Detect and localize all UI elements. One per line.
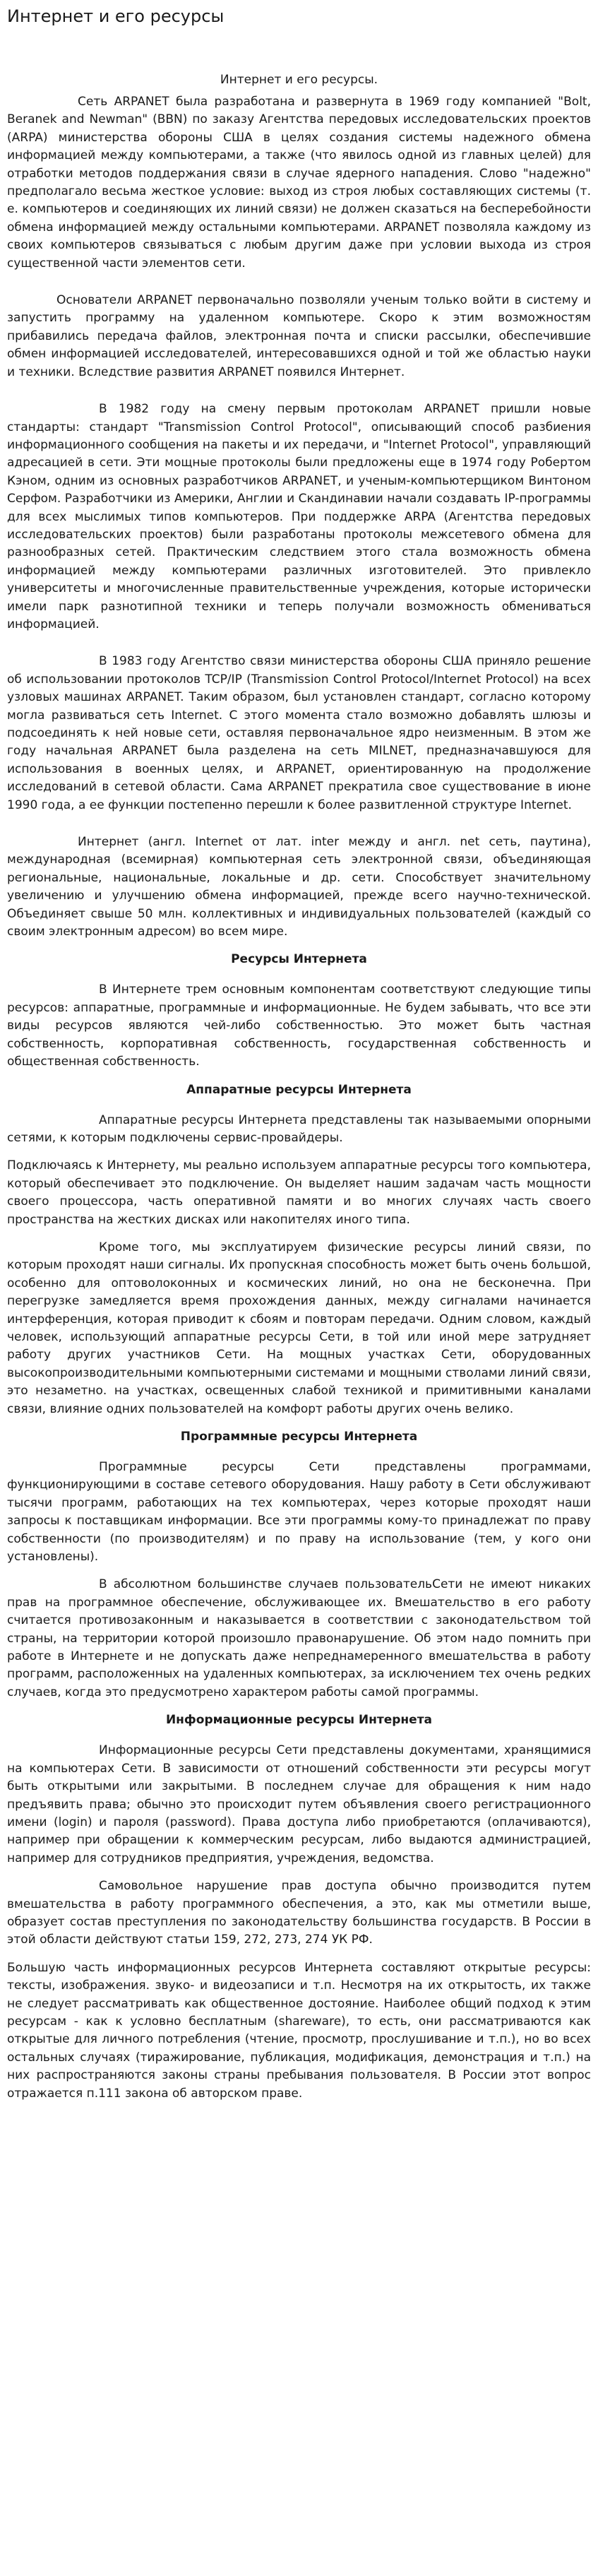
- section-paragraph: Кроме того, мы эксплуатируем физические ресурсы линий связи, по которым проходят наши сигналы. Их пропускная способность может быть очень большой, особенно для оптоволоконных и космических линий, но она не бесконечна. При перегрузке замедляется время прохождения данных, между сигналами начинается интерференция, которая приводит к сбоям и повторам передачи. Одним словом, каждый человек, использующий аппаратные ресурсы Сети, в той или иной мере затрудняет работу других участников Сети. На мощных участках Сети, оборудованных высокопроизводительными компьютерными системами и мощными стволами линий связи, это незаметно. на участках, освещенных слабой техникой и примитивными каналами связи, влияние одних пользователей на комфорт работы других очень велико.: [7, 1240, 591, 1416]
- section-paragraph: Самовольное нарушение прав доступа обычно производится путем вмешательства в работу программного обеспечения, а это, как мы отметили выше, образует состав преступления по законодательству большинства государств. В России в этой области действуют статьи 159, 272, 273, 274 УК РФ.: [7, 1879, 591, 1947]
- section-paragraph: Большую часть информационных ресурсов Интернета составляют открытые ресурсы: тексты, изображения. звуко- и видеозаписи и т.п. Несмотря на их открытость, их также не следует рассматривать как общественное достояние. Наиболее общий подход к этим ресурсам - как к условно бесплатным (shareware), то есть, они рассматриваются как открытые для личного потребления (чтение, просмотр, прослушивание и т.п.), но во всех остальных случаях (тиражирование, публикация, модификация, демонстрация и т.п.) на них распространяются законы страны пребывания пользователя. В России этот вопрос отражается п.111 закона об авторском праве.: [7, 1960, 591, 2101]
- section-paragraph: В абсолютном большинстве случаев пользовательСети не имеют никаких прав на программное обеспечение, обслуживающее их. Вмешательство в его работу считается противозаконным и наказывается в соответствии с законодательством той страны, на территории которой произошло правонарушение. Об этом надо помнить при работе в Интернете и не допускать даже непреднамеренного вмешательства в работу программ, расположенных на удаленных компьютерах, за исключением тех очень редких случаев, когда это предусмотрено характером работы самой программы.: [7, 1577, 591, 1699]
- section-paragraph: В Интернете трем основным компонентам соответствуют следующие типы ресурсов: аппаратные, программные и информационные. Не будем забывать, что все эти виды ресурсов являются чей-либо собственностью. Это может быть частная собственность, корпоративная собственность, государственная собственность и общественная собственность.: [7, 983, 591, 1069]
- section-heading: Информационные ресурсы Интернета: [165, 1713, 433, 1728]
- intro-paragraph: Основатели ARPANET первоначально позволяли ученым только войти в систему и запустить программу на удаленном компьютере. Скоро к этим возможностям прибавились передача файлов, электронная почта и списки рассылки, обеспечившие обмен информацией исследователей, интересовавшихся одной и той же областью науки и техники. Вследствие развития ARPANET появился Интернет.: [7, 293, 591, 379]
- section-heading: Ресурсы Интернета: [231, 952, 367, 967]
- document-subtitle: Интернет и его ресурсы.: [220, 73, 378, 87]
- page-title: Интернет и его ресурсы: [7, 6, 225, 26]
- document-body: [0, 71, 598, 2103]
- section-paragraph: Аппаратные ресурсы Интернета представлены так называемыми опорными сетями, к которым подключены сервис-провайдеры.: [7, 1112, 591, 1145]
- intro-paragraph: Сеть ARPANET была разработана и развернута в 1969 году компанией "Bolt, Beranek and Newman" (BBN) по заказу Агентства передовых исследовательских проектов (ARPA) министерства обороны США в целях создания системы надежного обмена информацией между компьютерами, а также (что явилось одной из главных целей) для отработки методов поддержания связи в случае ядерного нападения. Слово "надежно" предполагало весьма жесткое условие: выход из строя любых составляющих системы (т. е. компьютеров и соединяющих их линий связи) не должен сказаться на бесперебойности обмена информацией между остальными компьютерами. ARPANET позволяла каждому из своих компьютеров связываться с любым другим даже при условии выхода из строя существенной части элементов сети.: [7, 95, 591, 271]
- intro-paragraph: Интернет (англ. Internet от лат. inter между и англ. net сеть, паутина), международная (всемирная) компьютерная сеть электронной связи, объединяющая региональные, национальные, локальные и др. сети. Способствует значительному увеличению и улучшению обмена информацией, прежде всего научно-технической. Объединяет свыше 50 млн. коллективных и индивидуальных пользователей (каждый со своим электронным адресом) во всем мире.: [7, 835, 591, 939]
- section-paragraph: Информационные ресурсы Сети представлены документами, хранящимися на компьютерах Сети. В зависимости от отношений собственности эти ресурсы могут быть открытыми или закрытыми. В последнем случае для обращения к ним надо предъявить права; обычно это происходит путем объявления своего регистрационного имени (login) и пароля (password). Права доступа либо приобретаются (оплачиваются), например при обращении к коммерческим ресурсам, либо выдаются администрацией, например для сотрудников предприятия, учреждения, ведомства.: [7, 1743, 591, 1865]
- section-paragraph: Подключаясь к Интернету, мы реально используем аппаратные ресурсы того компьютера, который обеспечивает это подключение. Он выделяет нашим задачам часть мощности своего процессора, часть оперативной памяти и во многих случаях часть своего пространства на жестких дисках или накопителях иного типа.: [7, 1158, 591, 1227]
- intro-paragraph: В 1983 году Агентство связи министерства обороны США приняло решение об использовании протоколов TCP/IP (Transmission Control Protocol/Internet Protocol) на всех узловых машинах ARPANET. Таким образом, был установлен стандарт, согласно которому могла развиваться сеть Internet. С этого момента стало возможно добавлять шлюзы и подсоединять к ней новые сети, оставляя первоначальное ядро неизменным. В этом же году начальная ARPANET была разделена на сеть MILNET, предназначавшуюся для использования в военных целях, и ARPANET, ориентированную на продолжение исследований в сетевой области. Сама ARPANET прекратила свое существование в июне 1990 года, а ее функции постепенно перешли к более развитленной структуре Internet.: [7, 654, 591, 812]
- section-heading: Программные ресурсы Интернета: [180, 1430, 418, 1444]
- intro-paragraph: В 1982 году на смену первым протоколам ARPANET пришли новые стандарты: стандарт "Transmission Control Protocol", описывающий способ разбиения информационного сообщения на пакеты и их передачи, и "Internet Protocol", управляющий адресацией в сети. Эти мощные протоколы были предложены еще в 1974 году Робертом Кэном, одним из основных разработчиков ARPANET, и ученым-компьютерщиком Винтоном Серфом. Разработчики из Америки, Англии и Скандинавии начали создавать IP-программы для всех мыслимых типов компьютеров. При поддержке ARPA (Агентства передовых исследовательских проектов) были разработаны протоколы межсетевого обмена для разнообразных сетей. Практическим следствием этого стала возможность обмена информацией между компьютерами различных изготовителей. Это привлекло университеты и многочисленные правительственные учреждения, которые исторически имели парк разнотипной техники и теперь получали возможность обмениваться информацией.: [7, 402, 591, 631]
- section-paragraph: Программные ресурсы Сети представлены программами, функционирующими в составе сетевого оборудования. Нашу работу в Сети обслуживают тысячи программ, работающих на тех компьютерах, через которые проходят наши запросы к поставщикам информации. Все эти программы кому-то принадлежат по праву собственности (по производителям) и по праву на использование (тем, у кого они установлены).: [7, 1460, 591, 1565]
- section-heading: Аппаратные ресурсы Интернета: [186, 1082, 412, 1097]
